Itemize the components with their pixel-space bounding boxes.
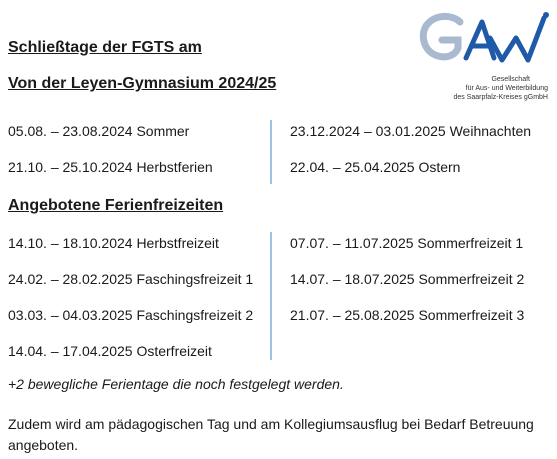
- logo-text-line-1: Gesellschaft: [491, 76, 530, 83]
- logo-text-line-2: für Aus- und Weiterbildung: [465, 85, 548, 92]
- closure-item: 21.10. – 25.10.2024 Herbstferien: [8, 159, 213, 175]
- offer-item: 07.07. – 11.07.2025 Sommerfreizeit 1: [290, 235, 524, 251]
- offer-item: 14.10. – 18.10.2024 Herbstfreizeit: [8, 235, 219, 251]
- offer-item: 03.03. – 04.03.2025 Faschingsfreizeit 2: [8, 307, 254, 323]
- page-title-line-2: Von der Leyen-Gymnasium 2024/25: [8, 75, 277, 92]
- offer-item: 14.04. – 17.04.2025 Osterfreizeit: [8, 343, 212, 359]
- column-divider: [270, 232, 272, 360]
- closure-item: 22.04. – 25.04.2025 Ostern: [290, 159, 461, 175]
- closure-item: 05.08. – 23.08.2024 Sommer: [8, 123, 190, 139]
- gaw-logo: [416, 8, 554, 100]
- offer-item: 14.07. – 18.07.2025 Sommerfreizeit 2: [290, 271, 525, 287]
- offer-item: 24.02. – 28.02.2025 Faschingsfreizeit 1: [8, 271, 254, 287]
- flexible-days-note: +2 bewegliche Ferientage die noch festgelegt werden.: [8, 376, 344, 392]
- logo-text-line-3: des Saarpfalz-Kreises gGmbH: [453, 94, 548, 101]
- offer-item: 21.07. – 25.08.2025 Sommerfreizeit 3: [290, 307, 525, 323]
- column-divider: [270, 120, 272, 184]
- page-title-line-1: Schließtage der FGTS am: [8, 39, 202, 56]
- care-paragraph: Zudem wird am pädagogischen Tag und am Kollegiumsausflug bei Bedarf Betreuung angeboten.: [8, 416, 534, 453]
- gaw-logo-mark-icon: [416, 8, 554, 78]
- offers-heading: Angebotene Ferienfreizeiten: [8, 197, 224, 214]
- closure-item: 23.12.2024 – 03.01.2025 Weihnachten: [290, 123, 532, 139]
